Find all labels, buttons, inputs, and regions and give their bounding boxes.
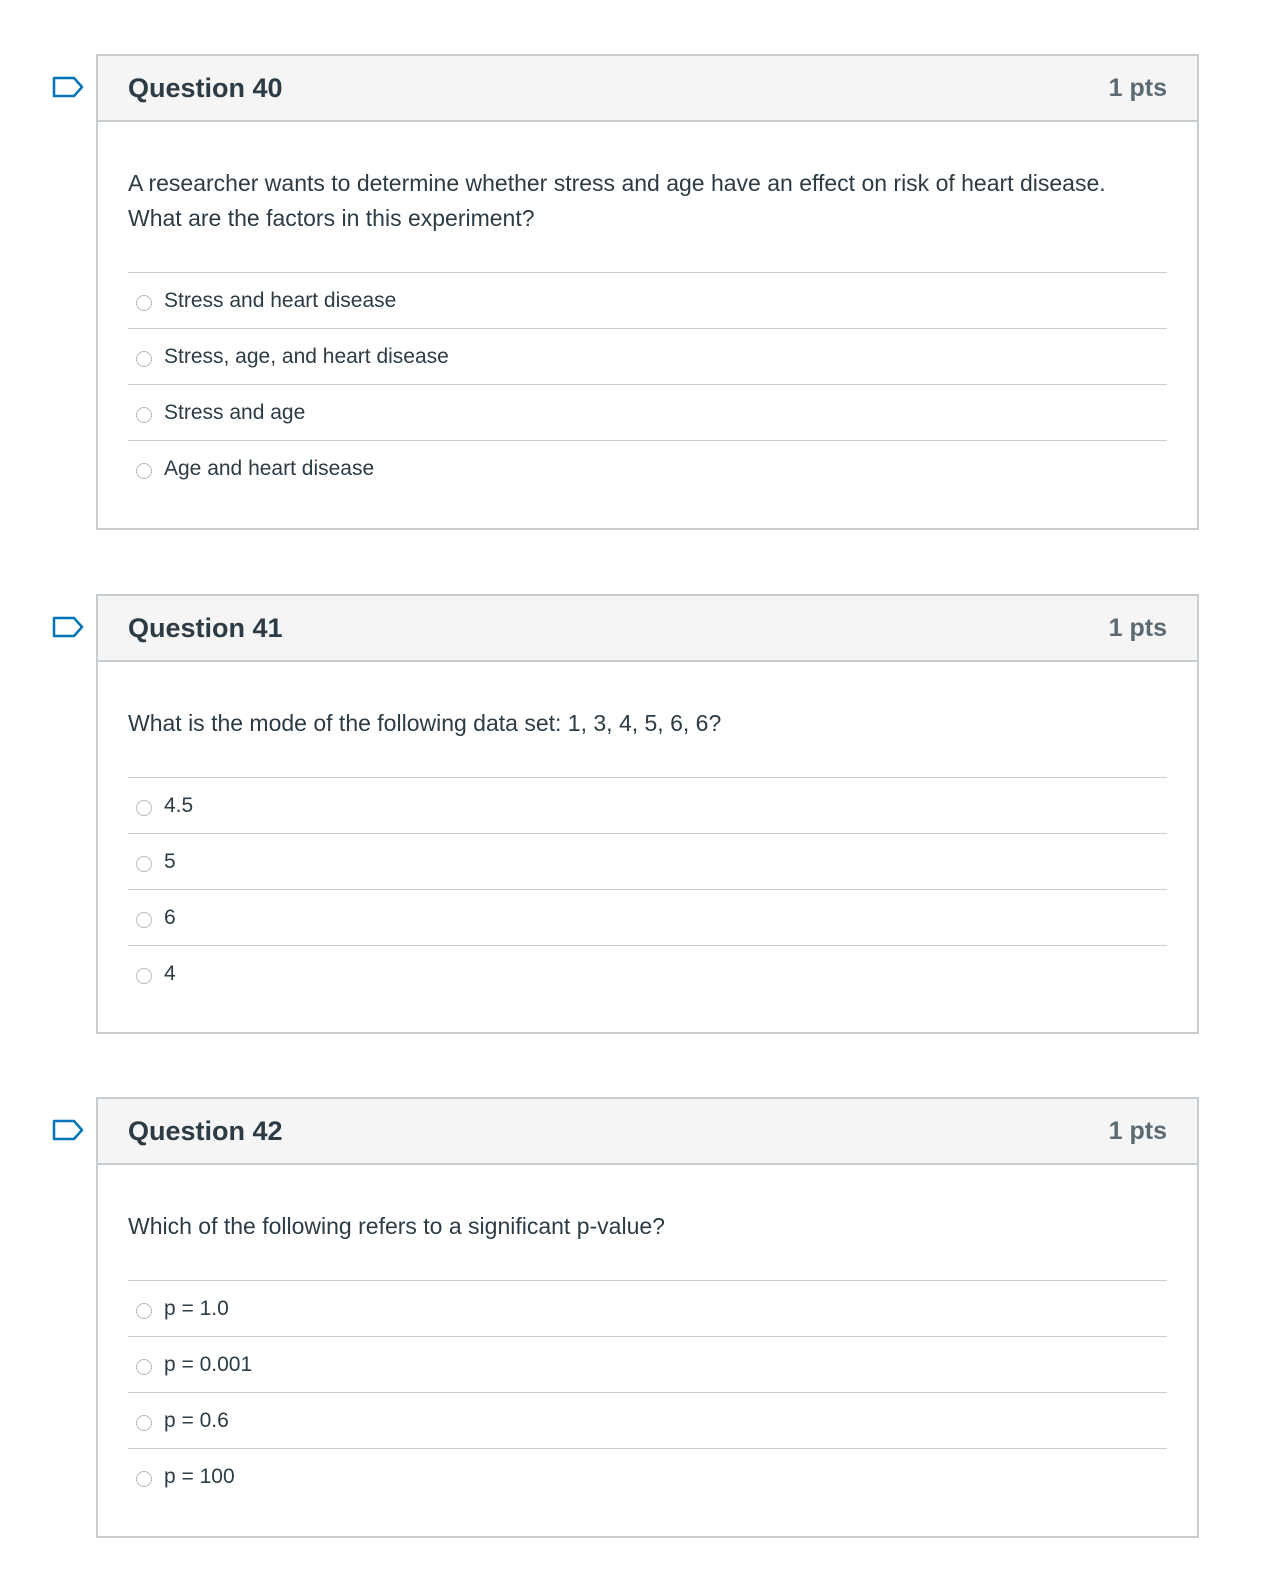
flag-question-icon[interactable] (52, 1119, 84, 1141)
answer-option[interactable] (128, 1281, 1167, 1337)
answer-label: Age and heart disease (164, 457, 375, 480)
answer-list (128, 1280, 1167, 1505)
answer-list (128, 272, 1167, 497)
radio-button[interactable] (136, 1415, 152, 1431)
answer-label: 4 (164, 962, 176, 985)
question-text (128, 122, 1167, 272)
answer-option[interactable] (128, 946, 1167, 1002)
question-header (98, 1099, 1197, 1165)
answer-option[interactable] (128, 890, 1167, 946)
answer-label: 6 (164, 905, 176, 929)
radio-button[interactable] (136, 1471, 152, 1487)
answer-option[interactable] (128, 329, 1167, 385)
question-points: 1 pts (1108, 73, 1167, 102)
answer-option[interactable] (128, 834, 1167, 890)
question-points: 1 pts (1108, 1116, 1167, 1145)
question-body (98, 1165, 1197, 1505)
answer-label: p = 0.001 (164, 1352, 253, 1376)
answer-label: p = 1.0 (164, 1296, 229, 1320)
answer-option[interactable] (128, 1337, 1167, 1393)
question-points: 1 pts (1108, 613, 1167, 642)
answer-option[interactable] (128, 1449, 1167, 1505)
question-text-line: What is the mode of the following data set: 1, 3, 4, 5, 6, 6? (128, 710, 722, 736)
answer-label: p = 0.6 (164, 1408, 229, 1432)
answer-option[interactable] (128, 441, 1167, 497)
flag-question-icon[interactable] (52, 76, 84, 98)
answer-option[interactable] (128, 778, 1167, 834)
question-title: Question 41 (128, 612, 283, 643)
radio-button[interactable] (136, 968, 152, 984)
question-text-line: What are the factors in this experiment? (128, 205, 535, 231)
question-text (128, 662, 1167, 777)
answer-label: 5 (164, 849, 176, 873)
question-41 (96, 594, 1199, 1034)
radio-button[interactable] (136, 912, 152, 928)
question-header (98, 596, 1197, 662)
question-40 (96, 54, 1199, 530)
answer-option[interactable] (128, 1393, 1167, 1449)
question-body (98, 122, 1197, 497)
radio-button[interactable] (136, 407, 152, 423)
question-header (98, 56, 1197, 122)
answer-label: 4.5 (164, 793, 194, 817)
radio-button[interactable] (136, 1359, 152, 1375)
radio-button[interactable] (136, 295, 152, 311)
question-card (96, 594, 1199, 1034)
answer-option[interactable] (128, 385, 1167, 441)
radio-button[interactable] (136, 856, 152, 872)
answer-label: Stress, age, and heart disease (164, 344, 449, 368)
question-card (96, 1097, 1199, 1538)
question-text (128, 1165, 1167, 1280)
answer-option[interactable] (128, 273, 1167, 329)
question-title: Question 42 (128, 1115, 283, 1146)
answer-list (128, 777, 1167, 1002)
answer-label: Stress and age (164, 400, 306, 424)
question-body (98, 662, 1197, 1002)
radio-button[interactable] (136, 351, 152, 367)
question-42 (96, 1097, 1199, 1538)
question-card (96, 54, 1199, 530)
flag-question-icon[interactable] (52, 616, 84, 638)
answer-label: p = 100 (164, 1465, 235, 1488)
question-title: Question 40 (128, 72, 283, 103)
radio-button[interactable] (136, 1303, 152, 1319)
radio-button[interactable] (136, 463, 152, 479)
question-text-line: Which of the following refers to a significant p-value? (128, 1213, 665, 1239)
radio-button[interactable] (136, 800, 152, 816)
question-text-line: A researcher wants to determine whether stress and age have an effect on risk of heart disease. (128, 170, 1106, 196)
answer-label: Stress and heart disease (164, 288, 397, 312)
